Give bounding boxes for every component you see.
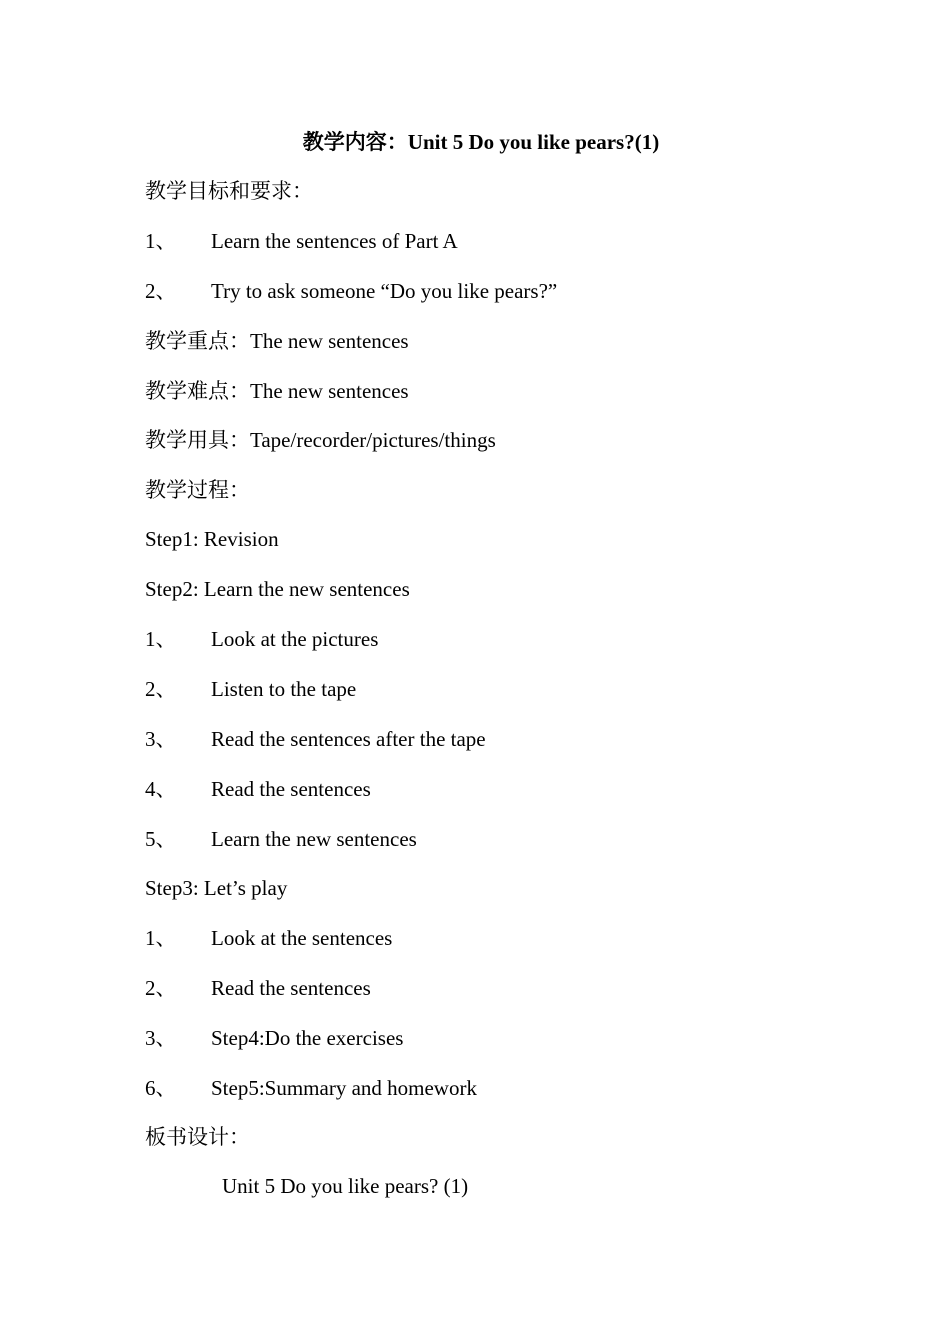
list-number: 6、 <box>145 1076 177 1100</box>
step2-item <box>145 625 378 653</box>
list-number: 2、 <box>145 976 177 1000</box>
step3-heading: Step3: Let’s play <box>145 876 288 900</box>
board-title: Unit 5 Do you like pears? (1) <box>222 1174 469 1198</box>
step2-item <box>145 725 486 753</box>
list-text: Step4:Do the exercises <box>211 1026 404 1050</box>
list-number: 5、 <box>145 827 177 851</box>
list-text: Learn the sentences of Part A <box>211 229 458 253</box>
list-number: 1、 <box>145 229 177 253</box>
step3-item <box>145 1024 403 1052</box>
key-point: 教学重点：The new sentences <box>145 329 409 353</box>
difficult-point: 教学难点：The new sentences <box>145 379 409 403</box>
list-number: 1、 <box>145 926 177 950</box>
objective-item <box>145 277 557 305</box>
list-number: 1、 <box>145 627 177 651</box>
step2-item <box>145 675 356 703</box>
list-text: Listen to the tape <box>211 677 357 701</box>
list-text: Step5:Summary and homework <box>211 1076 477 1100</box>
list-number: 3、 <box>145 727 177 751</box>
step3-item <box>145 974 371 1002</box>
step2-item <box>145 825 417 853</box>
objective-item <box>145 227 458 255</box>
list-text: Learn the new sentences <box>211 827 417 851</box>
list-number: 2、 <box>145 677 177 701</box>
step2-item <box>145 775 371 803</box>
list-text: Read the sentences <box>211 777 371 801</box>
step3-item <box>145 924 392 952</box>
step2-heading: Step2: Learn the new sentences <box>145 577 410 601</box>
list-number: 3、 <box>145 1026 177 1050</box>
objectives-heading: 教学目标和要求： <box>145 179 313 203</box>
list-number: 4、 <box>145 777 177 801</box>
list-text: Try to ask someone “Do you like pears?” <box>211 279 558 303</box>
teaching-tools: 教学用具：Tape/recorder/pictures/things <box>145 428 496 452</box>
list-number: 2、 <box>145 279 177 303</box>
page-title: 教学内容：Unit 5 Do you like pears?(1) <box>302 130 660 154</box>
step3-item <box>145 1074 477 1102</box>
list-text: Read the sentences after the tape <box>211 727 486 751</box>
process-heading: 教学过程： <box>145 478 250 502</box>
list-text: Read the sentences <box>211 976 371 1000</box>
list-text: Look at the sentences <box>211 926 393 950</box>
step1-heading: Step1: Revision <box>145 527 279 551</box>
list-text: Look at the pictures <box>211 627 379 651</box>
board-heading: 板书设计： <box>145 1125 250 1149</box>
